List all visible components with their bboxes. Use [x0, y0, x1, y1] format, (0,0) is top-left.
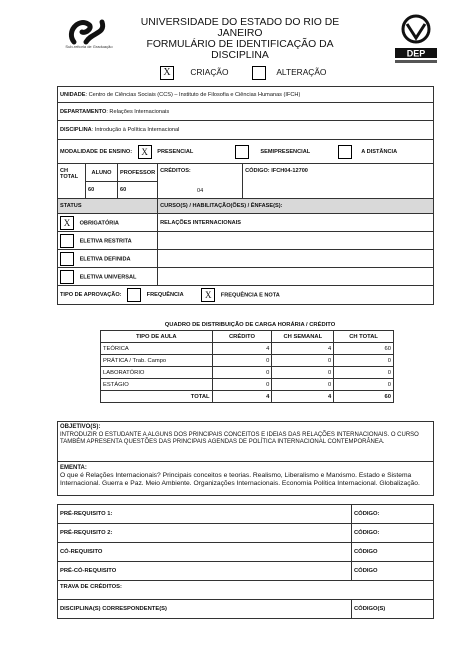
carga-row: TEÓRICA 4 4 60 [101, 343, 394, 355]
ementa-label: EMENTA: [60, 465, 87, 471]
identification-table [57, 86, 434, 305]
university-title: UNIVERSIDADE DO ESTADO DO RIO DE JANEIRO [140, 17, 340, 39]
semipresencial-checkbox[interactable] [235, 145, 249, 159]
objetivos-text: INTRODUZIR O ESTUDANTE A ALGUNS DOS PRINCIPAIS CONCEITOS E IDEIAS DAS RELAÇÕES INTERNACIONAIS. O CURSO TAMBÉM APRESENTA QUESTÕES DAS PRINCIPAIS AGENDAS DE POLÍTICA INTERNACIONAL CONTEMPORÂNEA. [60, 431, 419, 445]
status-obrigatoria[interactable]: X OBRIGATÓRIA [58, 214, 158, 232]
criacao-label: CRIAÇÃO [190, 67, 229, 78]
requisito-row: PRÉ-REQUISITO 1: CÓDIGO: [58, 505, 434, 524]
aluno-value: 60 [86, 182, 118, 199]
sub-reitoria-logo-text: Sub-reitoria de Graduação [65, 44, 113, 49]
alteracao-option[interactable] [252, 66, 326, 82]
ementa-text: O que é Relações Internacionais? Principais conceitos e teorias. Realismo, Liberalismo e Marxismo. Estado e Sistema Internacional. Guerra e Paz. Meio Ambiente. Organizações Internacionais. Economia Política Internacional. Globalização. [60, 472, 420, 488]
requisito-row: TRAVA DE CRÉDITOS: [58, 581, 434, 600]
alteracao-checkbox[interactable] [252, 66, 266, 80]
objetivos-ementa-table [57, 421, 434, 496]
requisito-row: PRÉ-REQUISITO 2: CÓDIGO: [58, 524, 434, 543]
aprovacao-row: TIPO DE APROVAÇÃO: FREQUÊNCIA X FREQUÊNCIA E NOTA [58, 286, 434, 305]
cursos-header: CURSO(S) / HABILITAÇÃO(ÕES) / ÊNFASE(S): [158, 199, 434, 214]
professor-label: PROFESSOR [118, 164, 158, 182]
status-eletiva-restrita[interactable]: ELETIVA RESTRITA [58, 232, 158, 250]
criacao-checkbox[interactable]: X [160, 66, 174, 80]
sub-reitoria-logo [64, 12, 114, 62]
obrigatoria-checkbox[interactable]: X [60, 216, 74, 230]
carga-row: ESTÁGIO 0 0 0 [101, 379, 394, 391]
carga-total-row: TOTAL 4 4 60 [101, 391, 394, 403]
departamento-row: DEPARTAMENTO: Relações Internacionais [58, 103, 434, 121]
dep-logo-text: DEP [406, 48, 426, 59]
disciplina-row: DISCIPLINA: Introdução à Política Internacional [58, 121, 434, 140]
form-title: FORMULÁRIO DE IDENTIFICAÇÃO DA DISCIPLINA [146, 39, 334, 61]
requisito-row: DISCIPLINA(S) CORRESPONDENTE(S) CÓDIGO(S) [58, 600, 434, 619]
dep-logo [393, 14, 439, 66]
requisitos-table [57, 504, 434, 619]
ch-total-label: CH TOTAL [58, 164, 86, 199]
frequencia-checkbox[interactable] [127, 288, 141, 302]
professor-value: 60 [118, 182, 158, 199]
eletiva-definida-checkbox[interactable] [60, 252, 74, 266]
ementa-cell [58, 462, 434, 496]
carga-header: CRÉDITO [212, 331, 272, 343]
carga-header: CH SEMANAL [272, 331, 334, 343]
presencial-checkbox[interactable]: X [138, 145, 152, 159]
carga-header: CH TOTAL [334, 331, 394, 343]
carga-header: TIPO DE AULA [101, 331, 213, 343]
criacao-option[interactable] [160, 66, 229, 82]
aluno-label: ALUNO [86, 164, 118, 182]
creditos-cell: CRÉDITOS: 04 [158, 164, 243, 199]
distancia-checkbox[interactable] [338, 145, 352, 159]
carga-table [100, 330, 394, 403]
carga-title: QUADRO DE DISTRIBUIÇÃO DE CARGA HORÁRIA / CRÉDITO [164, 322, 336, 328]
curso-value: RELAÇÕES INTERNACIONAIS [158, 214, 434, 232]
objetivos-cell [58, 422, 434, 462]
status-eletiva-definida[interactable]: ELETIVA DEFINIDA [58, 250, 158, 268]
carga-row: LABORATÓRIO 0 0 0 [101, 367, 394, 379]
status-eletiva-universal[interactable]: ELETIVA UNIVERSAL [58, 268, 158, 286]
unidade-row: UNIDADE: Centro de Ciências Sociais (CCS) – Instituto de Filosofia e Ciências Humanas (IFCH) [58, 87, 434, 103]
eletiva-restrita-checkbox[interactable] [60, 234, 74, 248]
alteracao-label: ALTERAÇÃO [276, 67, 327, 78]
status-header: STATUS [58, 199, 158, 214]
frequencia-nota-checkbox[interactable]: X [201, 288, 215, 302]
objetivos-label: OBJETIVO(S): [60, 424, 101, 430]
carga-row: PRÁTICA / Trab. Campo 0 0 0 [101, 355, 394, 367]
requisito-row: PRÉ-CÓ-REQUISITO CÓDIGO [58, 562, 434, 581]
requisito-row: CÓ-REQUISITO CÓDIGO [58, 543, 434, 562]
eletiva-universal-checkbox[interactable] [60, 270, 74, 284]
creditos-value: 04 [197, 188, 204, 194]
codigo-cell: CÓDIGO: IFCH04-12700 [243, 164, 434, 199]
modalidade-row: MODALIDADE DE ENSINO: X PRESENCIAL SEMIPRESENCIAL A DISTÂNCIA [58, 140, 434, 164]
